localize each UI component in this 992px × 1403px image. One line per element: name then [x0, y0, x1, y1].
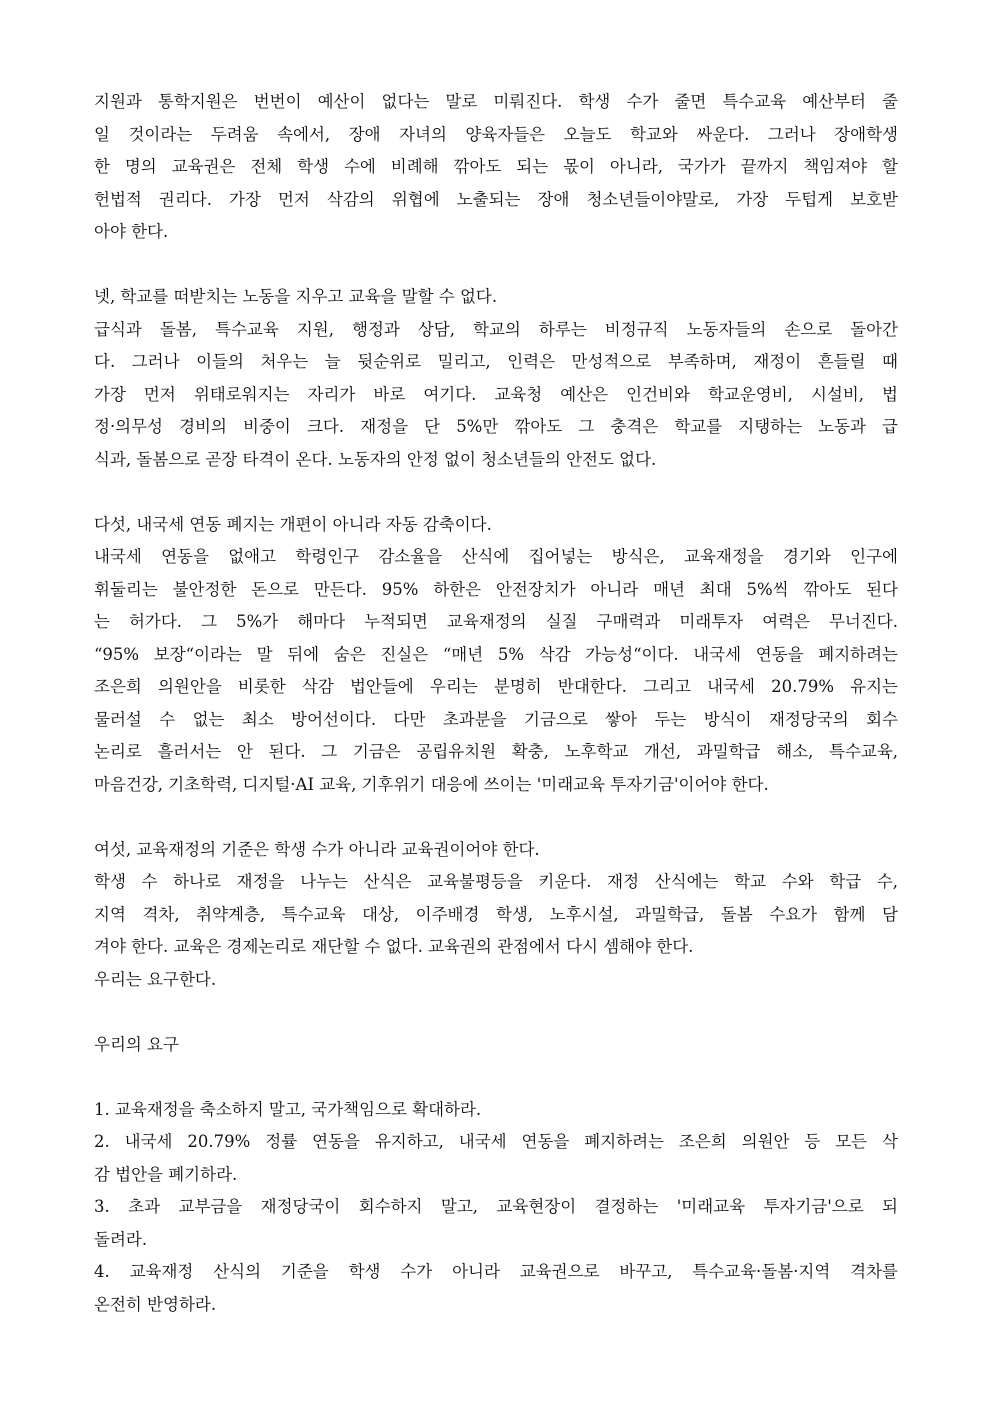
text-line: 헌법적 권리다. 가장 먼저 삭감의 위협에 노출되는 장애 청소년들이야말로, 가장 두텁게 보호받 [94, 189, 898, 209]
text-line: 내국세 연동을 없애고 학령인구 감소율을 산식에 집어넣는 방식은, 교육재정을 경기와 인구에 [94, 547, 898, 566]
text-line: 가장 먼저 위태로워지는 자리가 바로 여기다. 교육청 예산은 인건비와 학교운영비, 시설비, 법 [94, 384, 898, 404]
text-line: 마음건강, 기초학력, 디지털·AI 교육, 기후위기 대응에 쓰이는 '미래교육 투자기금'이어야 한다. [94, 774, 769, 794]
paragraph [94, 1029, 898, 1062]
text-line: 식과, 돌봄으로 곧장 타격이 온다. 노동자의 안정 없이 청소년들의 안전도 없다. [94, 449, 657, 469]
text-line: 논리로 흘러서는 안 된다. 그 기금은 공립유치원 확충, 노후학교 개선, 과밀학급 해소, 특수교육, [94, 742, 898, 761]
text-line: 돌려라. [94, 1229, 148, 1249]
paragraph [94, 1094, 898, 1322]
text-line: 다섯, 내국세 연동 폐지는 개편이 아니라 자동 감축이다. [94, 514, 492, 534]
paragraph [94, 834, 898, 997]
text-line: 학생 수 하나로 재정을 나누는 산식은 교육불평등을 키운다. 재정 산식에는 학교 수와 학급 수, [94, 872, 898, 891]
paragraph-spacer [94, 249, 898, 282]
text-line: 지역 격차, 취약계층, 특수교육 대상, 이주배경 학생, 노후시설, 과밀학급, 돌봄 수요가 함께 담 [94, 904, 898, 924]
text-line: 조은희 의원안을 비롯한 삭감 법안들에 우리는 분명히 반대한다. 그리고 내국세 20.79% 유지는 [94, 677, 898, 696]
paragraph-spacer [94, 1061, 898, 1094]
text-line: 감 법안을 폐기하라. [94, 1164, 238, 1184]
document-body [94, 86, 898, 1321]
text-line: 2. 내국세 20.79% 정률 연동을 유지하고, 내국세 연동을 폐지하려는 조은희 의원안 등 모든 삭 [94, 1132, 898, 1151]
paragraph-spacer [94, 996, 898, 1029]
paragraph-spacer [94, 476, 898, 509]
text-line: 지원과 통학지원은 번번이 예산이 없다는 말로 미뤄진다. 학생 수가 줄면 특수교육 예산부터 줄 [94, 92, 898, 111]
text-line: 아야 한다. [94, 222, 169, 241]
paragraph [94, 509, 898, 802]
text-line: 온전히 반영하라. [94, 1294, 217, 1314]
text-line: 4. 교육재정 산식의 기준을 학생 수가 아니라 교육권으로 바꾸고, 특수교육·돌봄·지역 격차를 [94, 1262, 898, 1281]
paragraph-spacer [94, 801, 898, 834]
text-line: 급식과 돌봄, 특수교육 지원, 행정과 상담, 학교의 하루는 비정규직 노동자들의 손으로 돌아간 [94, 319, 898, 339]
text-line: 1. 교육재정을 축소하지 말고, 국가책임으로 확대하라. [94, 1099, 482, 1119]
text-line: 휘둘리는 불안정한 돈으로 만든다. 95% 하한은 안전장치가 아니라 매년 최대 5%씩 깎아도 된다 [94, 579, 898, 599]
paragraph [94, 86, 898, 249]
text-line: 우리의 요구 [94, 1034, 179, 1054]
text-line: 정·의무성 경비의 비중이 크다. 재정을 단 5%만 깎아도 그 충격은 학교를 지탱하는 노동과 급 [94, 417, 898, 436]
text-line: 3. 초과 교부금을 재정당국이 회수하지 말고, 교육현장이 결정하는 '미래교육 투자기금'으로 되 [94, 1197, 898, 1216]
text-line: 물러설 수 없는 최소 방어선이다. 다만 초과분을 기금으로 쌓아 두는 방식이 재정당국의 회수 [94, 709, 898, 729]
text-line: 겨야 한다. 교육은 경제논리로 재단할 수 없다. 교육권의 관점에서 다시 셈해야 한다. [94, 937, 694, 956]
text-line: 일 것이라는 두려움 속에서, 장애 자녀의 양육자들은 오늘도 학교와 싸운다. 그러나 장애학생 [94, 124, 898, 144]
text-line: 넷, 학교를 떠받치는 노동을 지우고 교육을 말할 수 없다. [94, 287, 498, 306]
text-line: 한 명의 교육권은 전체 학생 수에 비례해 깎아도 되는 몫이 아니라, 국가가 끝까지 책임져야 할 [94, 157, 898, 176]
text-line: “95% 보장“이라는 말 뒤에 숨은 진실은 “매년 5% 삭감 가능성“이다. 내국세 연동을 폐지하려는 [94, 644, 898, 664]
text-line: 다. 그러나 이들의 처우는 늘 뒷순위로 밀리고, 인력은 만성적으로 부족하며, 재정이 흔들릴 때 [94, 352, 898, 371]
paragraph [94, 281, 898, 476]
text-line: 우리는 요구한다. [94, 969, 217, 989]
text-line: 는 허가다. 그 5%가 해마다 누적되면 교육재정의 실질 구매력과 미래투자 여력은 무너진다. [94, 612, 898, 631]
text-line: 여섯, 교육재정의 기준은 학생 수가 아니라 교육권이어야 한다. [94, 839, 540, 859]
